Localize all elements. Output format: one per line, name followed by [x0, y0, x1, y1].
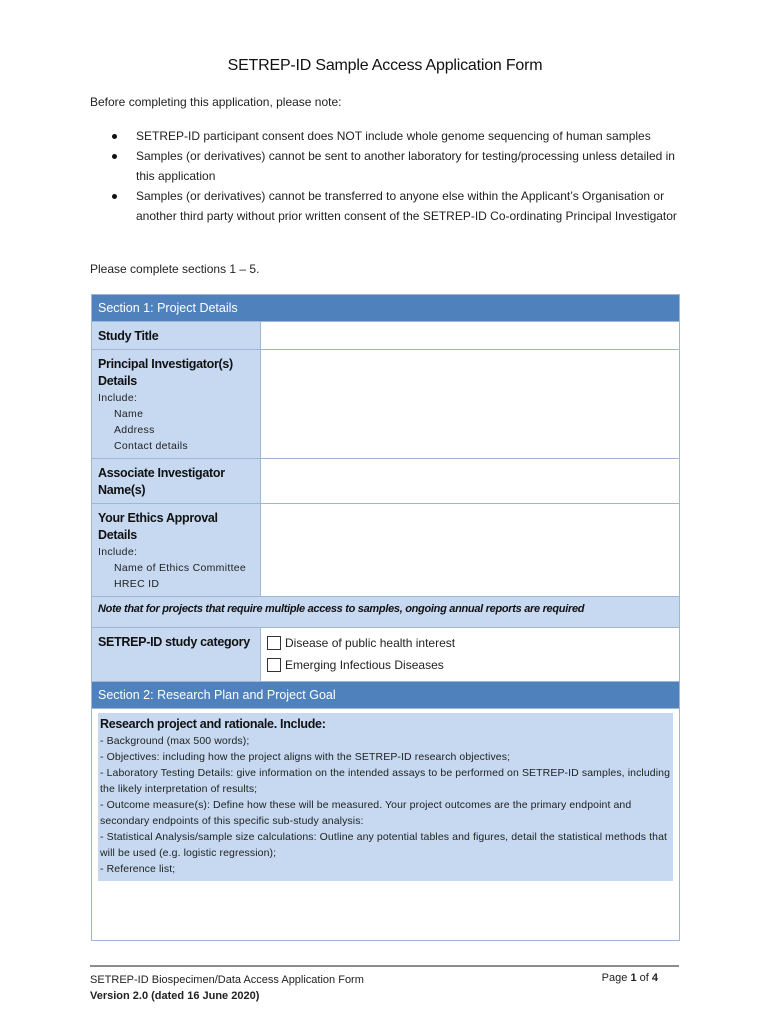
sections-instruction: Please complete sections 1 – 5. [90, 262, 260, 276]
list-item [110, 146, 690, 186]
ethics-field[interactable] [261, 504, 680, 597]
list-item [110, 186, 690, 226]
annual-report-note: Note that for projects that require multiple access to samples, ongoing annual reports are required [92, 597, 680, 628]
footer-version: Version 2.0 (dated 16 June 2020) [90, 990, 260, 1002]
category-label: SETREP-ID study category [92, 628, 261, 682]
ethics-label: Your Ethics Approval Details Include: Name of Ethics Committee HREC ID [92, 504, 261, 597]
pi-label: Principal Investigator(s) Details Include: Name Address Contact details [92, 350, 261, 459]
research-plan-field[interactable] [92, 709, 680, 941]
associate-label: Associate Investigator Name(s) [92, 459, 261, 504]
section1-header: Section 1: Project Details [92, 295, 680, 322]
study-title-field[interactable] [261, 322, 680, 350]
footer-doc-info [90, 972, 364, 1004]
checkbox[interactable] [267, 658, 281, 672]
checkbox[interactable] [267, 636, 281, 650]
footer-divider [90, 965, 679, 967]
page-title: SETREP-ID Sample Access Application Form [227, 57, 543, 74]
research-plan-instructions: Research project and rationale. Include: - Background (max 500 words); - Objectives: including how the project aligns with the SETREP-ID research objectives; - Laboratory Testing Details: give information on the intended assays to be performed on SETREP-ID samples, including the likely interpretation of results; - Outcome measure(s): Define how these will be measured. Your project outcomes are the primary endpoint and secondary endpoints of this specific sub-study analysis: - Statistical Analysis/sample size calculations: Outline any potential tables and figures, detail the statistical methods that will be used (e.g. logistic regression); - Reference list; [98, 713, 673, 881]
list-item [110, 126, 690, 146]
pi-field[interactable] [261, 350, 680, 459]
notes-list [110, 126, 690, 226]
category-option-emerging[interactable]: Emerging Infectious Diseases [261, 654, 679, 676]
footer-doc-name: SETREP-ID Biospecimen/Data Access Application Form [90, 974, 364, 986]
bullet-text: Samples (or derivatives) cannot be transferred to anyone else within the Applicant’s Organisation or another third party without prior written consent of the SETREP-ID Co-ordinating Principal Investigator [136, 189, 677, 223]
associate-field[interactable] [261, 459, 680, 504]
study-title-label: Study Title [92, 322, 261, 350]
bullet-icon [112, 134, 117, 139]
bullet-icon [112, 154, 117, 159]
category-options [261, 628, 680, 682]
bullet-icon [112, 194, 117, 199]
section2-header: Section 2: Research Plan and Project Goal [92, 682, 680, 709]
application-form-table [91, 294, 680, 941]
bullet-text: SETREP-ID participant consent does NOT include whole genome sequencing of human samples [136, 129, 651, 143]
page-number: Page 1 of 4 [601, 972, 658, 984]
bullet-text: Samples (or derivatives) cannot be sent to another laboratory for testing/processing unless detailed in this application [136, 149, 675, 183]
intro-text: Before completing this application, please note: [90, 95, 342, 109]
category-option-disease[interactable]: Disease of public health interest [261, 632, 679, 654]
